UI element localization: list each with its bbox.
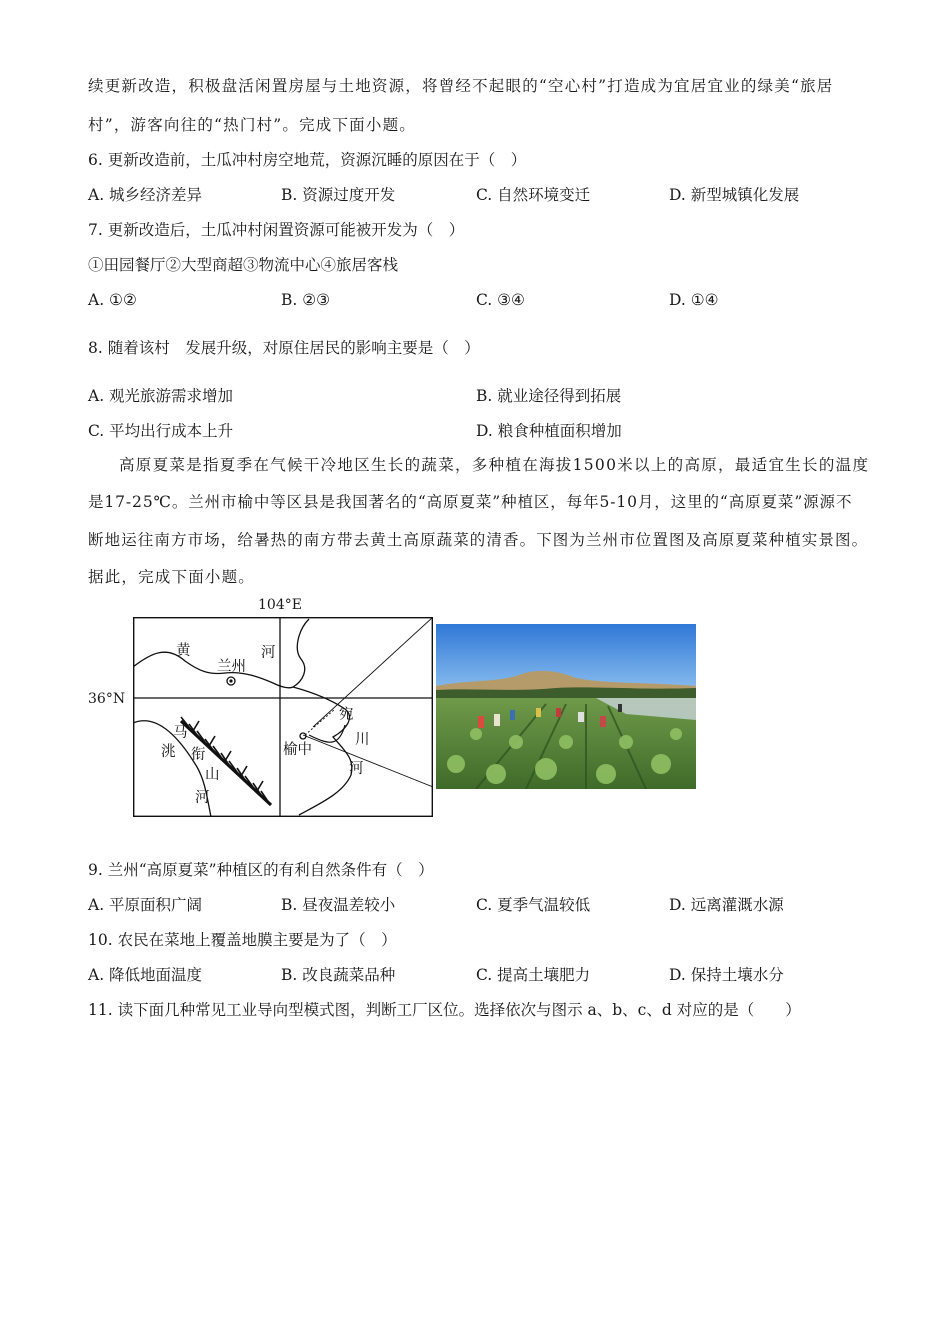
q10-option-a[interactable]: A. 降低地面温度 [88,966,203,984]
question-11-stem: 11. 读下面几种常见工业导向型模式图，判断工厂区位。选择依次与图示 a、b、c、d 对应的是（ ） [88,1001,801,1019]
dashed-link [305,709,335,735]
label-huang: 黄 [176,643,191,659]
q10-option-c[interactable]: C. 提高土壤肥力 [476,966,591,984]
label-ma: 马 [173,725,188,741]
connector-line [313,617,433,727]
q9-option-b[interactable]: B. 昼夜温差较小 [281,896,396,914]
passage-line: 是17-25℃。兰州市榆中等区县是我国著名的“高原夏菜”种植区，每年5-10月，这里的“高原夏菜”源源不 [88,493,853,511]
q6-option-c[interactable]: C. 自然环境变迁 [476,186,591,204]
q10-option-b[interactable]: B. 改良蔬菜品种 [281,966,396,984]
label-lanzhou: 兰州 [217,659,246,675]
label-xian: 衔 [191,747,206,763]
q7-option-b[interactable]: B. ②③ [281,291,331,309]
q8-option-d[interactable]: D. 粮食种植面积增加 [476,422,622,440]
passage-line: 续更新改造，积极盘活闲置房屋与土地资源，将曾经不起眼的“空心村”打造成为宜居宜业的绿美“旅居 [88,77,834,95]
q6-option-b[interactable]: B. 资源过度开发 [281,186,396,204]
latitude-label: 36°N [88,691,126,707]
label-yuzhong: 榆中 [283,742,312,758]
label-shan: 山 [205,767,220,783]
q8-option-c[interactable]: C. 平均出行成本上升 [88,422,234,440]
q9-option-c[interactable]: C. 夏季气温较低 [476,896,591,914]
q6-option-d[interactable]: D. 新型城镇化发展 [669,186,800,204]
label-tao: 洮 [161,744,176,760]
label-wanchuan-river-he: 河 [349,761,364,777]
q8-option-a[interactable]: A. 观光旅游需求增加 [88,387,234,405]
passage-line: 断地运往南方市场，给暑热的南方带去黄土高原蔬菜的清香。下图为兰州市位置图及高原夏菜种植实景图。 [88,531,869,549]
longitude-label: 104°E [258,597,302,613]
question-6-stem: 6. 更新改造前，土瓜冲村房空地荒，资源沉睡的原因在于（ ） [88,151,527,169]
yellow-river [133,619,309,688]
q7-option-d[interactable]: D. ①④ [669,291,719,309]
label-yellow-river-he: 河 [261,645,276,661]
question-9-stem: 9. 兰州“高原夏菜”种植区的有利自然条件有（ ） [88,861,434,879]
q9-option-d[interactable]: D. 远离灌溉水源 [669,896,784,914]
vegetable-field-photo [436,624,696,789]
q6-option-a[interactable]: A. 城乡经济差异 [88,186,203,204]
passage-line: 高原夏菜是指夏季在气候干冷地区生长的蔬菜，多种植在海拔1500米以上的高原，最适宜生长的温度 [119,456,870,474]
lanzhou-location-map [133,617,433,817]
passage-line: 据此，完成下面小题。 [88,568,256,586]
question-7-items: ①田园餐厅②大型商超③物流中心④旅居客栈 [88,256,399,274]
label-chuan: 川 [355,732,370,748]
q9-option-a[interactable]: A. 平原面积广阔 [88,896,203,914]
q8-option-b[interactable]: B. 就业途径得到拓展 [476,387,622,405]
question-8-stem: 8. 随着该村 发展升级，对原住居民的影响主要是（ ） [88,339,480,357]
question-7-stem: 7. 更新改造后，土瓜冲村闲置资源可能被开发为（ ） [88,221,465,239]
label-wan: 宛 [339,707,354,723]
q7-option-c[interactable]: C. ③④ [476,291,525,309]
q7-option-a[interactable]: A. ①② [88,291,137,309]
q10-option-d[interactable]: D. 保持土壤水分 [669,966,784,984]
lanzhou-point-dot [229,679,232,682]
question-10-stem: 10. 农民在菜地上覆盖地膜主要是为了（ ） [88,931,397,949]
passage-line: 村”，游客向往的“热门村”。完成下面小题。 [88,116,416,134]
label-tao-river-he: 河 [195,790,210,806]
